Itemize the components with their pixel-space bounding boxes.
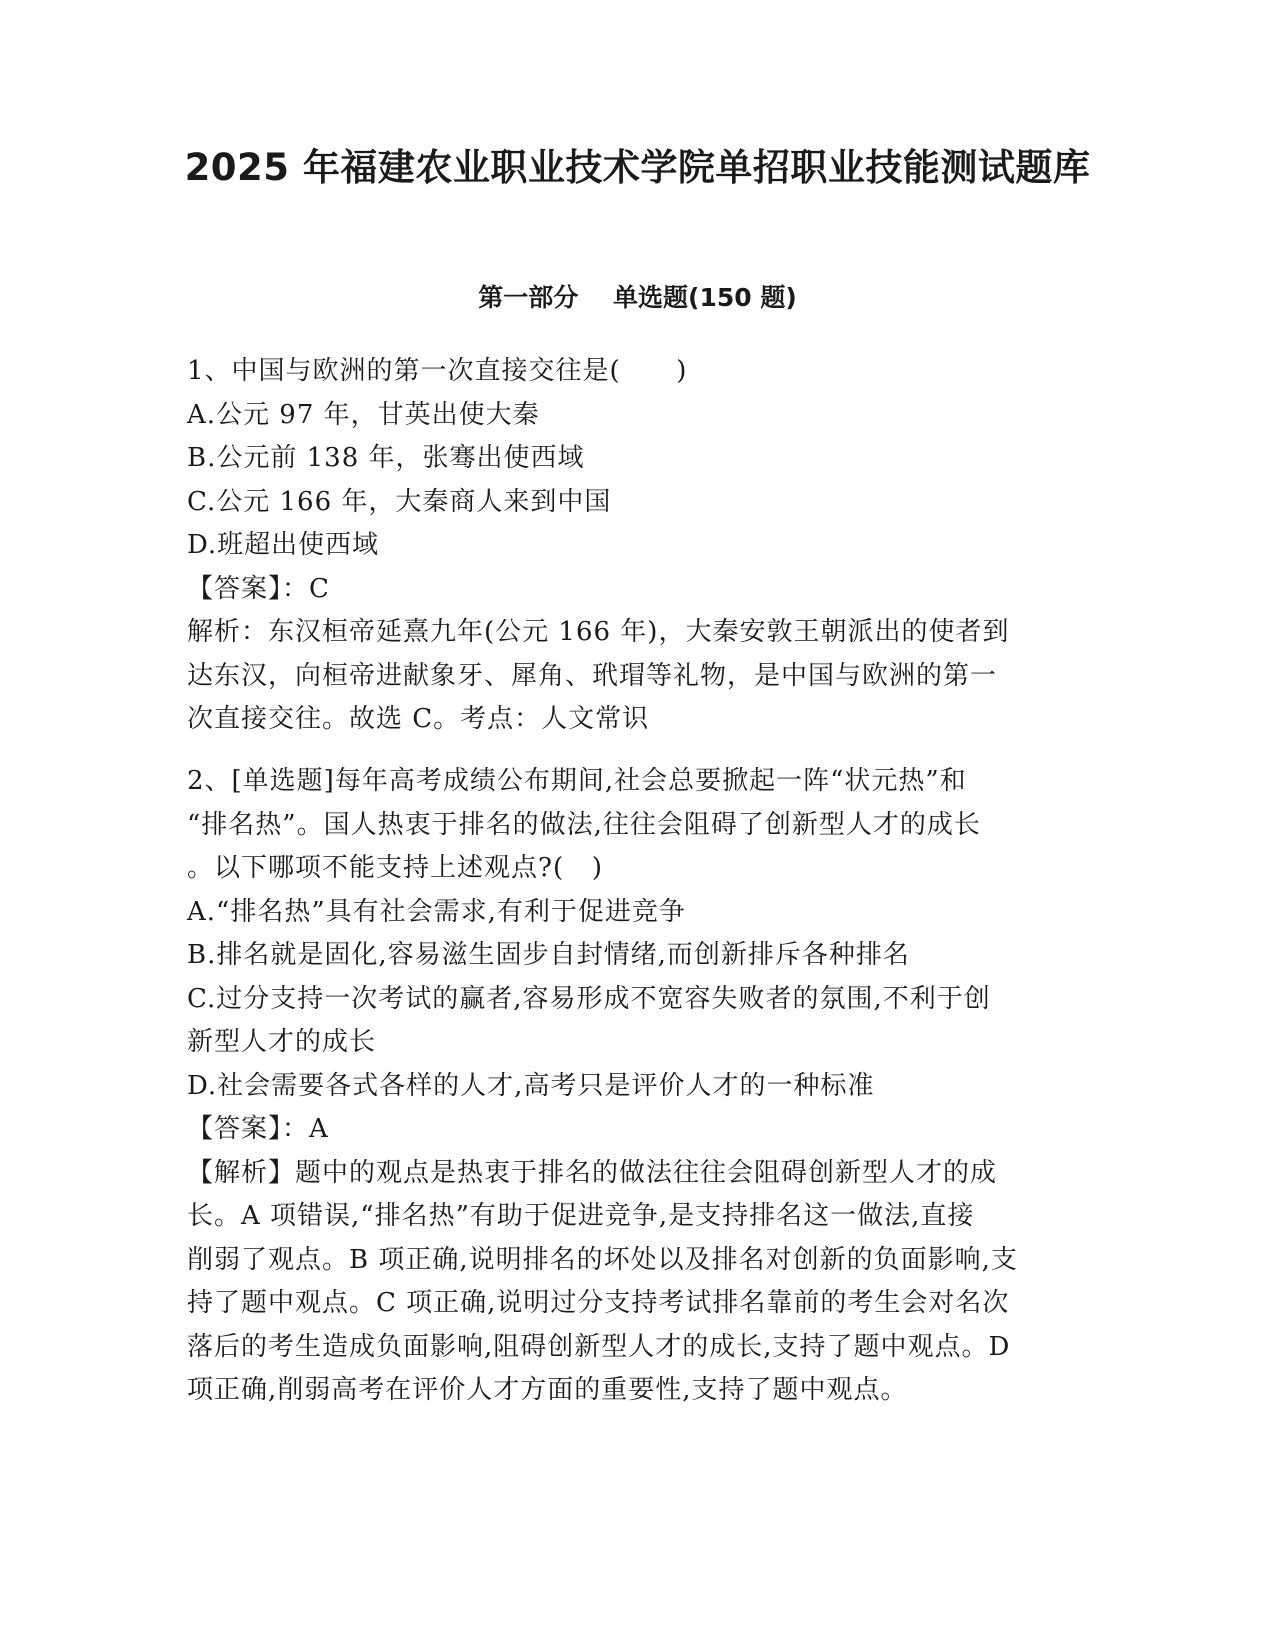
analysis-line: 达东汉，向桓帝进献象牙、犀角、玳瑁等礼物，是中国与欧洲的第一 [187, 660, 998, 691]
question-stem-line: 2、[单选题]每年高考成绩公布期间,社会总要掀起一阵“状元热”和 [187, 766, 967, 796]
option-c: C.公元 166 年，大秦商人来到中国 [187, 486, 612, 517]
analysis-line: 落后的考生造成负面影响,阻碍创新型人才的成长,支持了题中观点。D [187, 1331, 1011, 1362]
question-2 [187, 760, 1067, 1413]
document-title: 2025 年福建农业职业技术学院单招职业技能测试题库 [184, 146, 1091, 189]
option-d: D.班超出使西域 [187, 530, 380, 560]
option-b: B.排名就是固化,容易滋生固步自封情绪,而创新排斥各种排名 [187, 940, 910, 970]
analysis-line: 长。A 项错误,“排名热”有助于促进竞争,是支持排名这一做法,直接 [187, 1201, 975, 1231]
option-a: A.公元 97 年，甘英出使大秦 [187, 399, 540, 430]
question-stem: 1、中国与欧洲的第一次直接交往是( ) [187, 356, 688, 386]
analysis-line: 削弱了观点。B 项正确,说明排名的坏处以及排名对创新的负面影响,支 [187, 1244, 1018, 1275]
analysis-line: 次直接交往。故选 C。考点：人文常识 [187, 704, 650, 734]
analysis-line: 【解析】题中的观点是热衷于排名的做法往往会阻碍创新型人才的成 [187, 1157, 998, 1188]
option-b: B.公元前 138 年，张骞出使西域 [187, 443, 585, 473]
option-c: C.过分支持一次考试的赢者,容易形成不宽容失败者的氛围,不利于创 [187, 983, 991, 1014]
question-stem-line: “排名热”。国人热衷于排名的做法,往往会阻碍了创新型人才的成长 [187, 809, 981, 840]
question-stem-line: 。以下哪项不能支持上述观点?( ) [187, 853, 604, 883]
question-1 [187, 350, 1067, 742]
analysis-line: 解析：东汉桓帝延熹九年(公元 166 年)，大秦安敦王朝派出的使者到 [187, 617, 1010, 647]
answer: 【答案】：A [187, 1114, 329, 1144]
analysis-line: 持了题中观点。C 项正确,说明过分支持考试排名靠前的考生会对名次 [187, 1288, 1010, 1318]
option-c-continued: 新型人才的成长 [187, 1027, 377, 1057]
answer: 【答案】：C [187, 573, 330, 604]
section-title: 第一部分 单选题(150 题) [478, 283, 797, 312]
option-d: D.社会需要各式各样的人才,高考只是评价人才的一种标准 [187, 1070, 875, 1101]
analysis-line: 项正确,削弱高考在评价人才方面的重要性,支持了题中观点。 [187, 1375, 908, 1405]
option-a: A.“排名热”具有社会需求,有利于促进竞争 [187, 896, 686, 927]
